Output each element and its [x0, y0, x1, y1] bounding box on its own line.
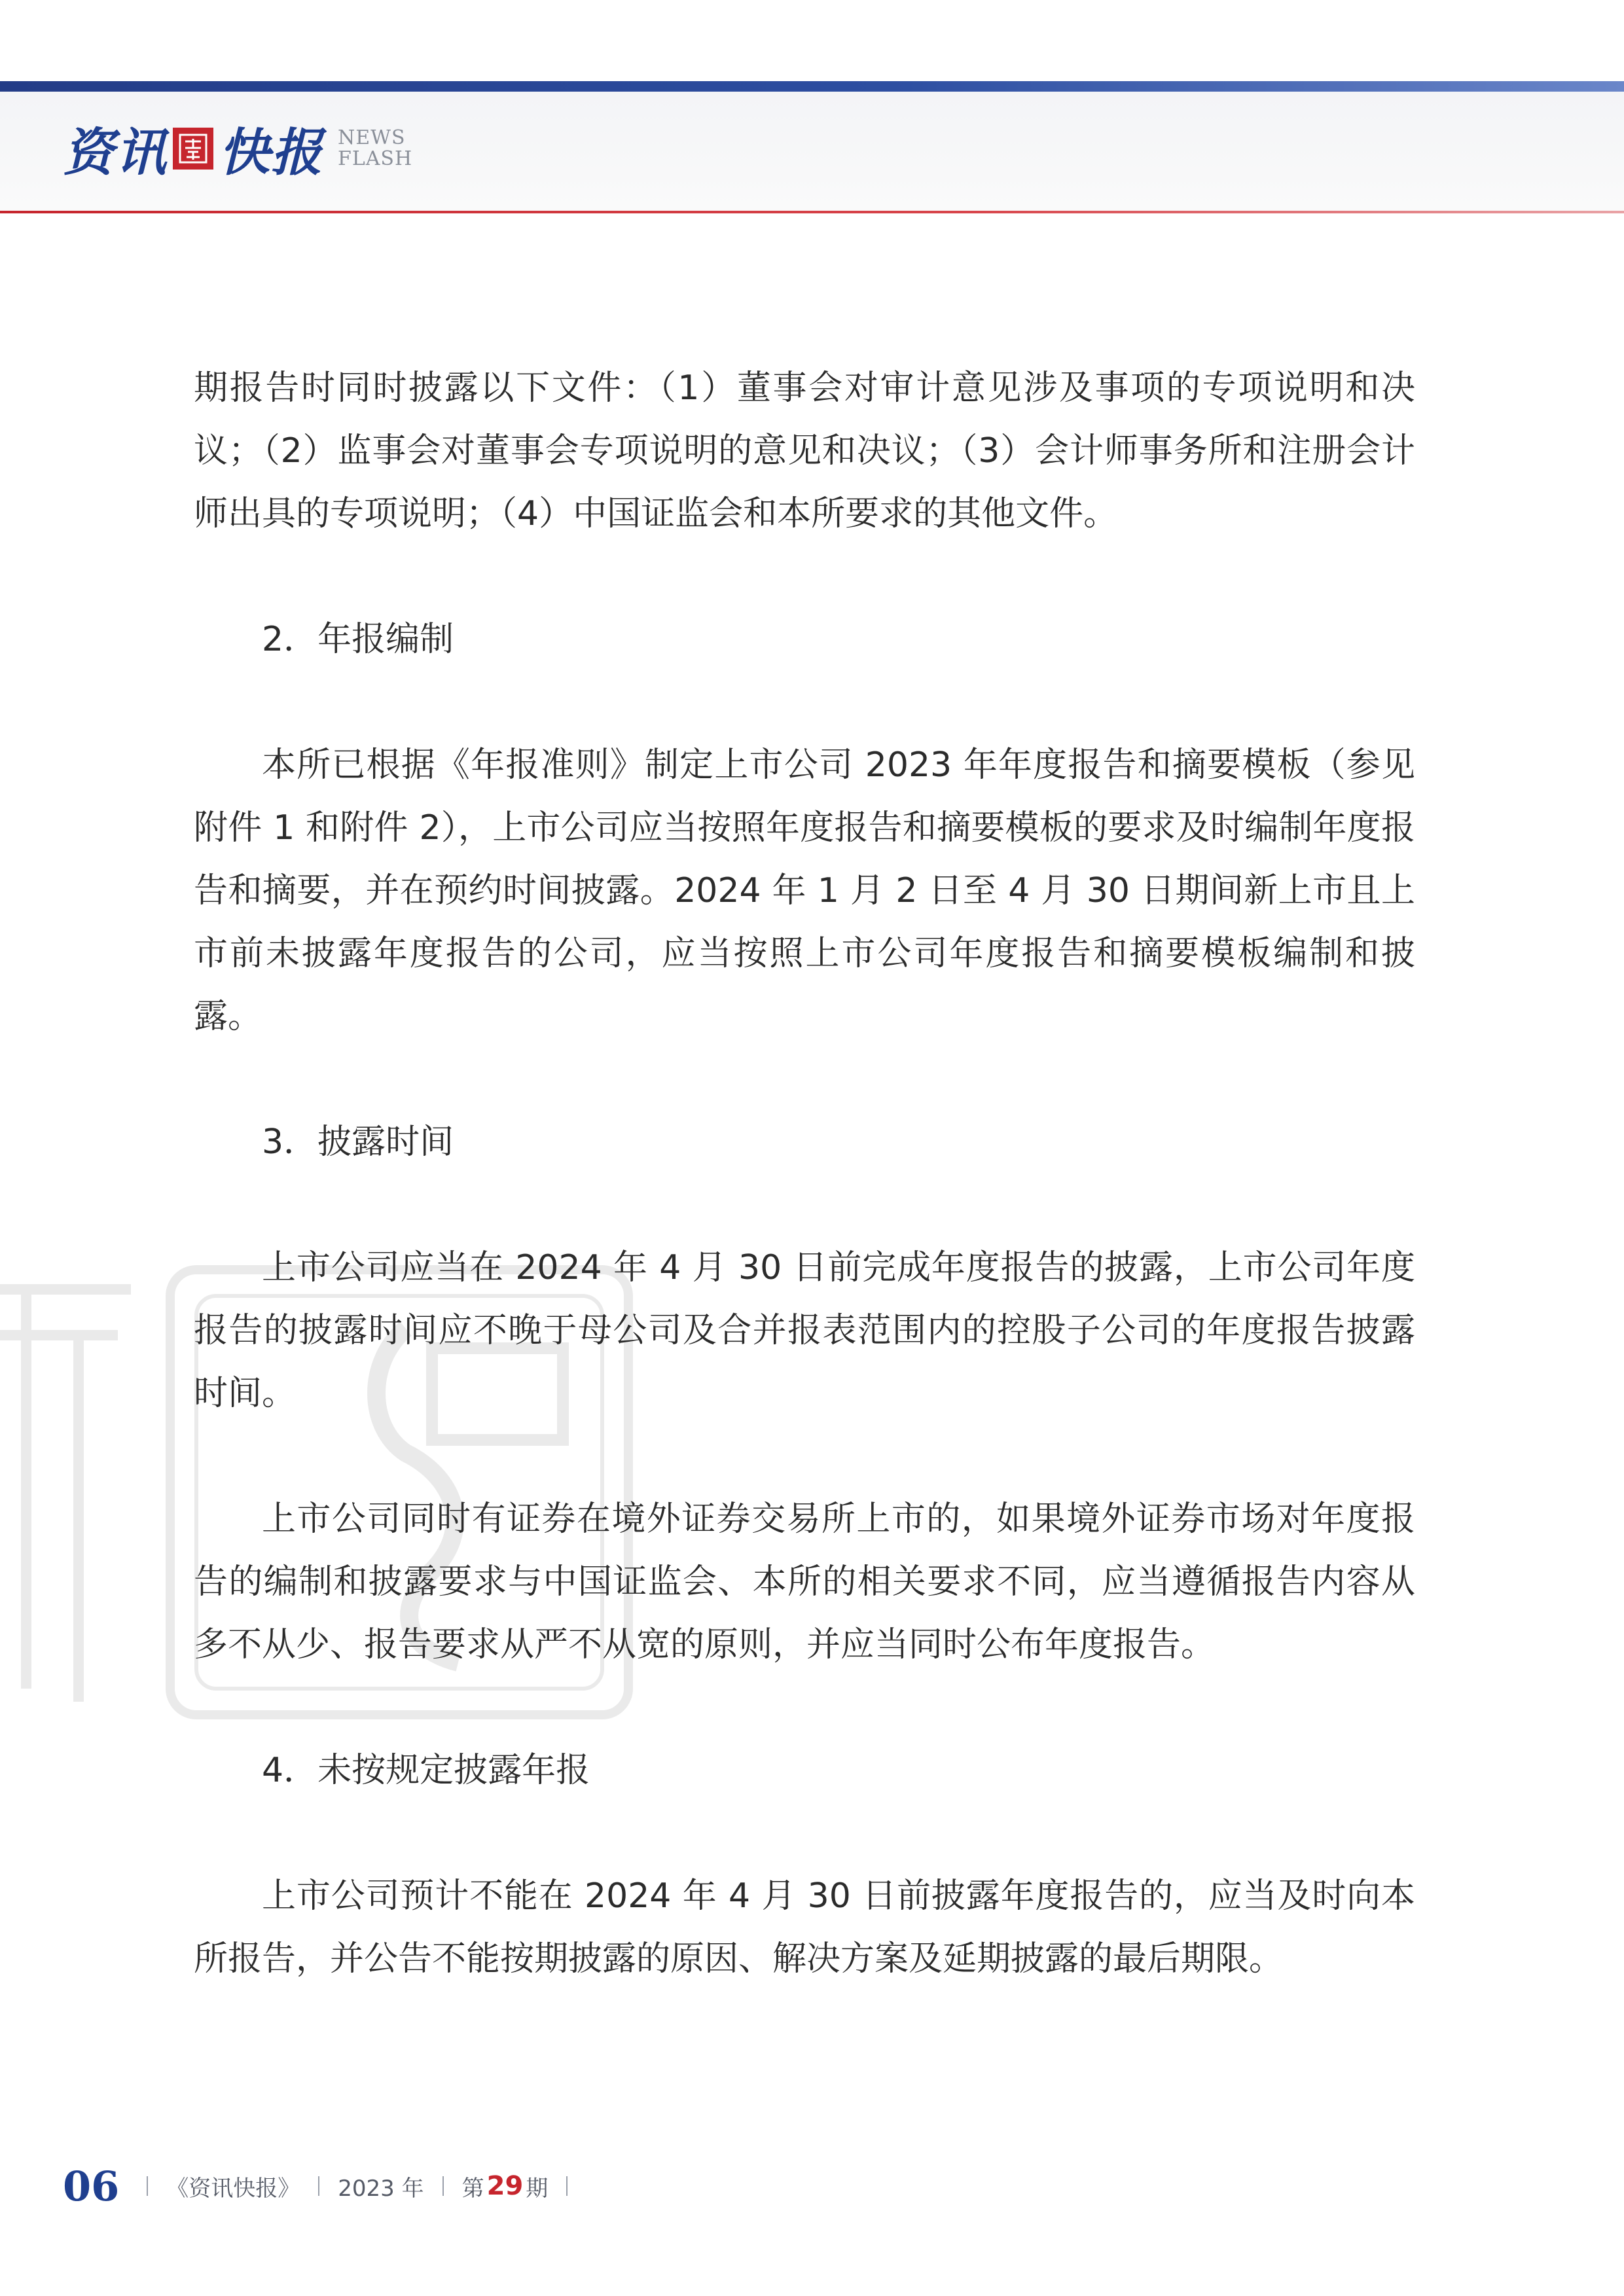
section-heading-2: 2．年报编制: [262, 620, 454, 659]
seal-icon: [173, 128, 213, 170]
article-body: [194, 357, 1415, 1990]
footer-issue-prefix: 第: [461, 2175, 484, 2202]
masthead-en-news: NEWS: [338, 126, 406, 149]
masthead-title-part1: 资讯: [63, 123, 168, 183]
masthead-title-part2: 快报: [219, 123, 324, 183]
footer-issue-number: 29: [486, 2171, 524, 2201]
section-heading-3: 3．披露时间: [262, 1122, 454, 1162]
footer-issue-suffix: 期: [526, 2175, 549, 2202]
footer-divider: [318, 2176, 319, 2196]
masthead: [63, 113, 412, 185]
masthead-en-flash: FLASH: [338, 147, 413, 170]
paragraph-3: 上市公司应当在 2024 年 4 月 30 日前完成年度报告的披露，上市公司年度报告的披露时间应不晚于母公司及合并报表范围内的控股子公司的年度报告披露时间。: [194, 1248, 1415, 1413]
paragraph-4: 上市公司同时有证券在境外证券交易所上市的，如果境外证券市场对年度报告的编制和披露要求与中国证监会、本所的相关要求不同，应当遵循报告内容从多不从少、报告要求从严不从宽的原则，并应当同时公布年度报告。: [194, 1499, 1415, 1664]
header-red-rule: [0, 211, 1624, 213]
header-blue-rule: [0, 81, 1624, 92]
footer-year: 2023 年: [338, 2175, 424, 2202]
section-heading-4: 4．未按规定披露年报: [262, 1751, 590, 1790]
paragraph-5: 上市公司预计不能在 2024 年 4 月 30 日前披露年度报告的，应当及时向本所报告，并公告不能按期披露的原因、解决方案及延期披露的最后期限。: [194, 1876, 1415, 1979]
footer-divider: [147, 2176, 148, 2196]
paragraph-1: 期报告时同时披露以下文件：（1）董事会对审计意见涉及事项的专项说明和决议；（2）监事会对董事会专项说明的意见和决议；（3）会计师事务所和注册会计师出具的专项说明；（4）中国证监会和本所要求的其他文件。: [194, 368, 1415, 533]
paragraph-2: 本所已根据《年报准则》制定上市公司 2023 年年度报告和摘要模板（参见附件 1 和附件 2），上市公司应当按照年度报告和摘要模板的要求及时编制年度报告和摘要，并在预约时间披露。2024 年 1 月 2 日至 4 月 30 日期间新上市且上市前未披露年度报告的公司，应当按照上市公司年度报告和摘要模板编制和披露。: [194, 745, 1415, 1036]
page-number: 06: [63, 2162, 120, 2210]
masthead-english: [338, 128, 412, 170]
footer-divider: [442, 2176, 444, 2196]
footer-publication: 《资讯快报》: [166, 2175, 300, 2202]
page-footer: [63, 2160, 586, 2212]
footer-divider: [566, 2176, 568, 2196]
